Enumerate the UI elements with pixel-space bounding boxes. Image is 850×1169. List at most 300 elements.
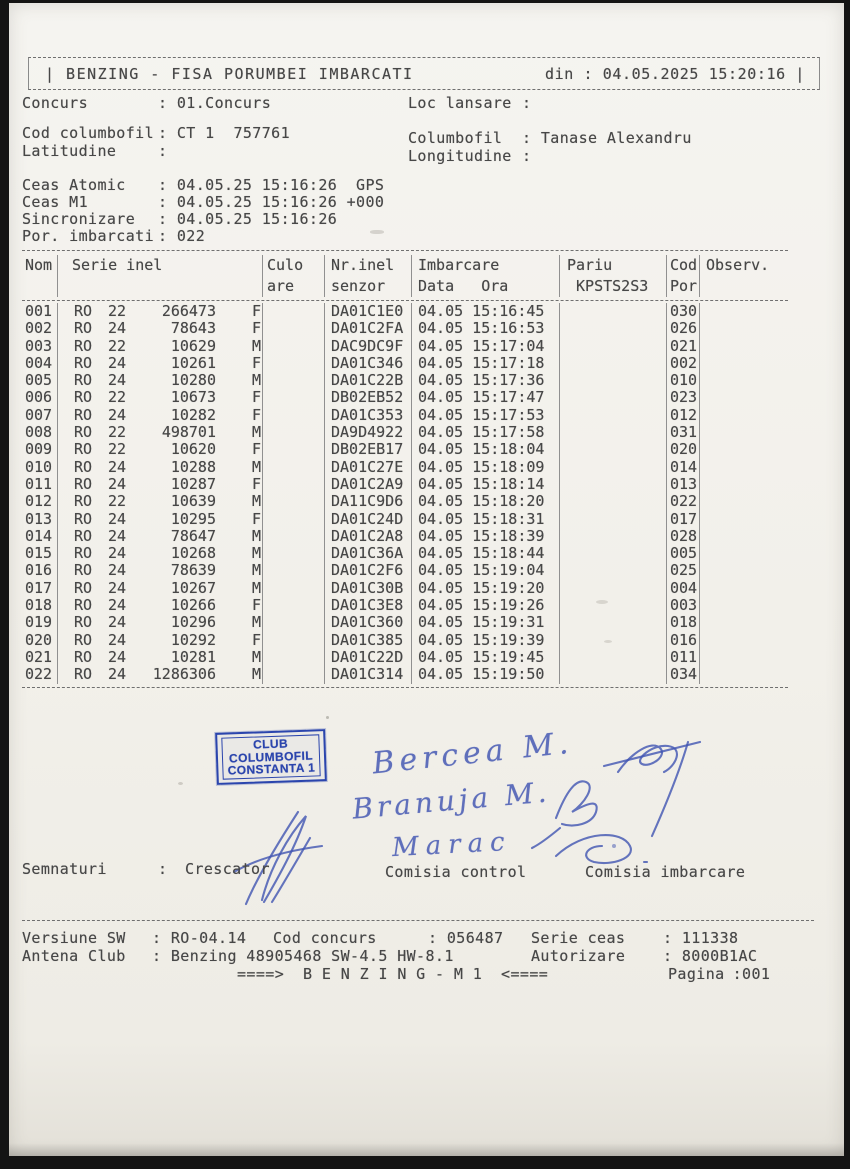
cell-culoare — [263, 320, 325, 337]
ring-year: 24 — [108, 458, 127, 476]
ring-year: 22 — [108, 389, 127, 407]
table-row — [22, 649, 788, 666]
scan-speck — [326, 716, 329, 719]
cell-cod-por: 023 — [667, 389, 700, 406]
crescator-label: Crescator — [185, 860, 270, 878]
cell-nom: 017 — [22, 580, 58, 597]
pagina-row — [668, 965, 770, 983]
concurs-row — [22, 94, 271, 112]
cell-serie-inel — [58, 338, 263, 355]
cell-observ — [700, 528, 788, 545]
cell-imbarcare: 04.05 15:16:53 — [412, 320, 560, 337]
pigeon-sex: M — [252, 372, 262, 390]
col-header-nom: Nom — [22, 255, 58, 276]
col-header-observ: Observ. — [706, 256, 770, 274]
columbofil-label: Columbofil — [408, 129, 503, 147]
cell-pariu — [560, 459, 667, 476]
pigeon-sex: F — [252, 406, 262, 424]
footer-divider — [22, 920, 814, 921]
pigeon-sex: M — [252, 493, 262, 511]
cell-imbarcare: 04.05 15:19:31 — [412, 614, 560, 631]
ring-year: 24 — [108, 614, 127, 632]
semnaturi-row — [22, 860, 167, 878]
cell-senzor: DA01C346 — [325, 355, 412, 372]
club-stamp-text — [221, 734, 320, 779]
longitudine-row — [408, 147, 531, 165]
cell-imbarcare: 04.05 15:17:04 — [412, 338, 560, 355]
cell-senzor: DA01C3E8 — [325, 597, 412, 614]
cell-cod-por: 014 — [667, 459, 700, 476]
cell-nom: 022 — [22, 666, 58, 683]
handwritten-name-2: Branuja M. — [350, 775, 552, 826]
cell-serie-inel — [58, 597, 263, 614]
ring-country: RO — [74, 406, 93, 424]
table-row — [22, 476, 788, 493]
table-row — [22, 459, 788, 476]
pigeon-sex: M — [252, 527, 262, 545]
cell-nom: 013 — [22, 511, 58, 528]
cell-senzor: DB02EB52 — [325, 389, 412, 406]
cell-observ — [700, 355, 788, 372]
cell-cod-por: 021 — [667, 338, 700, 355]
ring-year: 24 — [108, 597, 127, 615]
cod-columbofil-label: Cod columbofil — [22, 124, 155, 142]
ring-country: RO — [74, 579, 93, 597]
col-header-serie-2 — [58, 276, 263, 297]
sincronizare-row — [22, 210, 337, 228]
ring-country: RO — [74, 337, 93, 355]
cell-imbarcare: 04.05 15:18:04 — [412, 441, 560, 458]
ring-number: 10282 — [170, 406, 216, 424]
table-row — [22, 666, 788, 683]
table-row — [22, 407, 788, 424]
cell-pariu — [560, 666, 667, 683]
scan-smudge — [370, 230, 384, 234]
pigeon-sex: F — [252, 441, 262, 459]
pigeon-table-header — [22, 251, 788, 301]
cell-pariu — [560, 303, 667, 320]
col-header-serie-inel: Serie inel — [58, 255, 263, 276]
cell-imbarcare: 04.05 15:17:18 — [412, 355, 560, 372]
ink-dot — [612, 844, 616, 848]
cell-culoare — [263, 545, 325, 562]
cell-serie-inel — [58, 441, 263, 458]
cell-pariu — [560, 580, 667, 597]
handwritten-name-1: Bercea M. — [370, 725, 575, 782]
ring-number: 10295 — [170, 510, 216, 528]
table-row — [22, 441, 788, 458]
cell-observ — [700, 338, 788, 355]
cell-cod-por: 025 — [667, 562, 700, 579]
ring-country: RO — [74, 666, 93, 684]
cod-concurs-value: : 056487 — [428, 929, 504, 947]
cell-senzor: DA01C2F6 — [325, 562, 412, 579]
cell-culoare — [263, 597, 325, 614]
cell-pariu — [560, 424, 667, 441]
stamp-line3: CONSTANTA 1 — [227, 760, 316, 778]
cell-senzor: DB02EB17 — [325, 441, 412, 458]
cell-serie-inel — [58, 372, 263, 389]
cod-concurs-label: Cod concurs — [273, 929, 377, 947]
cell-imbarcare: 04.05 15:17:53 — [412, 407, 560, 424]
ceas-atomic-label: Ceas Atomic — [22, 176, 126, 194]
cell-serie-inel — [58, 476, 263, 493]
ring-year: 24 — [108, 475, 127, 493]
col-header-cod: Cod — [667, 255, 700, 276]
cell-cod-por: 030 — [667, 303, 700, 320]
cell-nom: 007 — [22, 407, 58, 424]
versiune-sw-value: : RO-04.14 — [152, 929, 247, 947]
cell-culoare — [263, 476, 325, 493]
ring-country: RO — [74, 372, 93, 390]
ring-number: 10620 — [170, 441, 216, 459]
ring-year: 24 — [108, 648, 127, 666]
ring-country: RO — [74, 597, 93, 615]
loc-lansare-value: : — [522, 94, 532, 112]
cell-observ — [700, 459, 788, 476]
ring-number: 10629 — [170, 337, 216, 355]
ring-year: 24 — [108, 527, 127, 545]
printed-datetime: din : 04.05.2025 15:20:16 | — [544, 64, 805, 83]
cell-serie-inel — [58, 666, 263, 683]
pigeon-sex: M — [252, 337, 262, 355]
col-header-observ-2 — [700, 276, 788, 297]
autorizare-value: : 8000B1AC — [663, 947, 758, 965]
ring-year: 24 — [108, 406, 127, 424]
cell-observ — [700, 580, 788, 597]
ring-year: 22 — [108, 441, 127, 459]
latitudine-label: Latitudine — [22, 142, 117, 160]
cell-observ — [700, 666, 788, 683]
col-header-kpsts2s3: KPSTS2S3 — [560, 276, 667, 297]
longitudine-value: : — [522, 147, 532, 165]
cell-imbarcare: 04.05 15:18:39 — [412, 528, 560, 545]
cell-imbarcare: 04.05 15:18:31 — [412, 511, 560, 528]
ceas-atomic-value: : 04.05.25 15:16:26 GPS — [158, 176, 385, 194]
ring-country: RO — [74, 320, 93, 338]
col-header-culoare: Culo — [263, 255, 325, 276]
pigeon-sex: F — [252, 389, 262, 407]
ring-number: 10287 — [170, 475, 216, 493]
cell-pariu — [560, 614, 667, 631]
latitudine-value: : — [158, 142, 168, 160]
cell-cod-por: 002 — [667, 355, 700, 372]
cell-pariu — [560, 372, 667, 389]
cell-cod-por: 010 — [667, 372, 700, 389]
ring-number: 10280 — [170, 372, 216, 390]
cell-imbarcare: 04.05 15:19:50 — [412, 666, 560, 683]
sincronizare-value: : 04.05.25 15:16:26 — [158, 210, 338, 228]
cell-nom: 003 — [22, 338, 58, 355]
pigeon-sex: F — [252, 510, 262, 528]
cell-nom: 018 — [22, 597, 58, 614]
cell-observ — [700, 597, 788, 614]
ring-year: 22 — [108, 303, 127, 320]
cell-cod-por: 012 — [667, 407, 700, 424]
pigeon-sex: M — [252, 666, 262, 684]
cell-nom: 016 — [22, 562, 58, 579]
ring-number: 498701 — [161, 424, 216, 442]
serie-ceas-value: : 111338 — [663, 929, 739, 947]
cell-senzor: DA9D4922 — [325, 424, 412, 441]
document-header-box — [28, 57, 820, 90]
comisia-control-label: Comisia control — [385, 863, 527, 881]
table-row — [22, 372, 788, 389]
ring-country: RO — [74, 527, 93, 545]
cell-serie-inel — [58, 649, 263, 666]
por-imbarcati-label: Por. imbarcati — [22, 227, 155, 245]
cell-cod-por: 005 — [667, 545, 700, 562]
antena-club-value: : Benzing 48905468 SW-4.5 HW-8.1 — [152, 947, 454, 965]
cell-culoare — [263, 407, 325, 424]
scan-speck — [178, 782, 183, 785]
cell-observ — [700, 424, 788, 441]
cell-nom: 001 — [22, 303, 58, 320]
cod-columbofil-row — [22, 124, 290, 142]
cell-pariu — [560, 632, 667, 649]
cell-nom: 008 — [22, 424, 58, 441]
cell-senzor: DA11C9D6 — [325, 493, 412, 510]
cell-pariu — [560, 355, 667, 372]
cell-cod-por: 011 — [667, 649, 700, 666]
loc-lansare-label: Loc lansare — [408, 94, 512, 112]
table-row — [22, 597, 788, 614]
ring-country: RO — [74, 458, 93, 476]
cell-culoare — [263, 666, 325, 683]
cell-observ — [700, 511, 788, 528]
cell-pariu — [560, 528, 667, 545]
cell-culoare — [263, 632, 325, 649]
cell-senzor: DA01C24D — [325, 511, 412, 528]
cell-imbarcare: 04.05 15:18:14 — [412, 476, 560, 493]
pigeon-sex: F — [252, 631, 262, 649]
cell-senzor: DA01C36A — [325, 545, 412, 562]
autorizare-label: Autorizare — [531, 947, 626, 965]
cell-serie-inel — [58, 407, 263, 424]
cell-culoare — [263, 338, 325, 355]
cell-nom: 002 — [22, 320, 58, 337]
cell-pariu — [560, 338, 667, 355]
cell-senzor: DA01C353 — [325, 407, 412, 424]
ring-country: RO — [74, 614, 93, 632]
ring-country: RO — [74, 441, 93, 459]
ceas-m1-row — [22, 193, 384, 211]
cell-senzor: DA01C360 — [325, 614, 412, 631]
ring-year: 24 — [108, 354, 127, 372]
cell-pariu — [560, 320, 667, 337]
cell-serie-inel — [58, 580, 263, 597]
cell-senzor: DA01C27E — [325, 459, 412, 476]
col-header-imbarcare: Imbarcare — [412, 255, 560, 276]
cell-imbarcare: 04.05 15:19:39 — [412, 632, 560, 649]
stamp-line1: CLUB — [252, 736, 289, 752]
longitudine-label: Longitudine — [408, 147, 512, 165]
cell-culoare — [263, 441, 325, 458]
pigeon-sex: F — [252, 320, 262, 338]
ring-country: RO — [74, 648, 93, 666]
table-row — [22, 355, 788, 372]
cell-senzor: DA01C22B — [325, 372, 412, 389]
col-header-nom-2 — [22, 276, 58, 297]
cell-culoare — [263, 511, 325, 528]
cell-cod-por: 017 — [667, 511, 700, 528]
cell-serie-inel — [58, 303, 263, 320]
table-row — [22, 511, 788, 528]
cell-imbarcare: 04.05 15:19:20 — [412, 580, 560, 597]
cell-pariu — [560, 597, 667, 614]
cell-nom: 009 — [22, 441, 58, 458]
cell-pariu — [560, 511, 667, 528]
ring-number: 78639 — [170, 562, 216, 580]
scan-smudge — [596, 600, 608, 604]
cell-nom: 010 — [22, 459, 58, 476]
cell-senzor: DA01C22D — [325, 649, 412, 666]
col-header-culoare-2: are — [263, 276, 325, 297]
ring-year: 24 — [108, 545, 127, 563]
pigeon-sex: M — [252, 579, 262, 597]
cell-serie-inel — [58, 493, 263, 510]
cell-cod-por: 022 — [667, 493, 700, 510]
cell-culoare — [263, 372, 325, 389]
cell-senzor: DA01C30B — [325, 580, 412, 597]
cell-imbarcare: 04.05 15:18:44 — [412, 545, 560, 562]
pigeon-sex: M — [252, 545, 262, 563]
cell-imbarcare: 04.05 15:18:09 — [412, 459, 560, 476]
cell-culoare — [263, 355, 325, 372]
ceas-atomic-row — [22, 176, 384, 194]
cell-culoare — [263, 614, 325, 631]
benzing-m1-line: ====> B E N Z I N G - M 1 <==== — [237, 965, 549, 983]
cell-nom: 020 — [22, 632, 58, 649]
col-header-pariu: Pariu — [560, 255, 667, 276]
pagina-label: Pagina — [668, 965, 725, 983]
cell-senzor: DAC9DC9F — [325, 338, 412, 355]
cell-cod-por: 026 — [667, 320, 700, 337]
ring-country: RO — [74, 562, 93, 580]
ceas-m1-label: Ceas M1 — [22, 193, 89, 211]
por-imbarcati-value: : 022 — [158, 227, 206, 245]
serie-ceas-label: Serie ceas — [531, 929, 626, 947]
stamp-line2: COLUMBOFIL — [228, 748, 314, 766]
cell-imbarcare: 04.05 15:19:26 — [412, 597, 560, 614]
ring-number: 78643 — [170, 320, 216, 338]
cell-serie-inel — [58, 614, 263, 631]
cell-serie-inel — [58, 424, 263, 441]
cell-pariu — [560, 493, 667, 510]
col-header-nr-inel-senzor: Nr.inel — [325, 255, 412, 276]
pigeon-table-body — [22, 301, 788, 688]
table-row — [22, 562, 788, 579]
col-header-senzor-2: senzor — [325, 276, 412, 297]
cell-pariu — [560, 545, 667, 562]
table-row — [22, 528, 788, 545]
col-header-data-ora: Data Ora — [412, 276, 560, 297]
columbofil-value: : Tanase Alexandru — [522, 129, 692, 147]
ring-year: 24 — [108, 562, 127, 580]
cell-observ — [700, 407, 788, 424]
latitudine-row — [22, 142, 167, 160]
cell-observ — [700, 632, 788, 649]
cell-pariu — [560, 389, 667, 406]
cell-senzor: DA01C2FA — [325, 320, 412, 337]
pigeon-table — [22, 250, 788, 688]
cell-nom: 019 — [22, 614, 58, 631]
pigeon-sex: M — [252, 424, 262, 442]
semnaturi-colon: : — [158, 860, 168, 878]
versiune-sw-label: Versiune SW — [22, 929, 126, 947]
ring-year: 24 — [108, 372, 127, 390]
ceas-m1-value: : 04.05.25 15:16:26 +000 — [158, 193, 385, 211]
sincronizare-label: Sincronizare — [22, 210, 136, 228]
ring-country: RO — [74, 631, 93, 649]
ring-number: 10266 — [170, 597, 216, 615]
cell-serie-inel — [58, 632, 263, 649]
pigeon-sex: F — [252, 354, 262, 372]
cell-imbarcare: 04.05 15:17:36 — [412, 372, 560, 389]
scan-smudge — [604, 640, 612, 643]
club-stamp — [215, 729, 327, 785]
ring-country: RO — [74, 354, 93, 372]
ring-number: 266473 — [161, 303, 216, 320]
pigeon-sex: F — [252, 303, 262, 320]
ring-country: RO — [74, 493, 93, 511]
cell-observ — [700, 303, 788, 320]
cell-serie-inel — [58, 562, 263, 579]
columbofil-row — [408, 129, 692, 147]
ring-number: 78647 — [170, 527, 216, 545]
cell-observ — [700, 476, 788, 493]
table-row — [22, 632, 788, 649]
cell-nom: 015 — [22, 545, 58, 562]
ring-country: RO — [74, 389, 93, 407]
cell-culoare — [263, 528, 325, 545]
ring-year: 22 — [108, 424, 127, 442]
cell-pariu — [560, 441, 667, 458]
comisia-imbarcare-label: Comisia imbarcare — [585, 863, 746, 881]
cell-nom: 021 — [22, 649, 58, 666]
cell-observ — [700, 389, 788, 406]
scan-bottom-shadow — [0, 1143, 850, 1169]
ring-country: RO — [74, 303, 93, 320]
ring-number: 10296 — [170, 614, 216, 632]
cell-serie-inel — [58, 389, 263, 406]
cell-imbarcare: 04.05 15:17:58 — [412, 424, 560, 441]
table-row — [22, 338, 788, 355]
concurs-label: Concurs — [22, 94, 89, 112]
por-imbarcati-row — [22, 227, 205, 245]
cell-pariu — [560, 407, 667, 424]
cell-cod-por: 003 — [667, 597, 700, 614]
cell-cod-por: 020 — [667, 441, 700, 458]
ring-number: 10267 — [170, 579, 216, 597]
cell-nom: 011 — [22, 476, 58, 493]
ring-year: 24 — [108, 666, 127, 684]
cell-serie-inel — [58, 511, 263, 528]
table-row — [22, 320, 788, 337]
cell-serie-inel — [58, 545, 263, 562]
antena-club-label: Antena Club — [22, 947, 126, 965]
cell-cod-por: 016 — [667, 632, 700, 649]
ring-country: RO — [74, 510, 93, 528]
ring-year: 22 — [108, 337, 127, 355]
col-header-por: Por — [667, 276, 700, 297]
pigeon-sex: M — [252, 562, 262, 580]
ring-number: 1286306 — [152, 666, 216, 684]
pagina-value: :001 — [732, 965, 771, 983]
pigeon-sex: M — [252, 614, 262, 632]
ring-number: 10268 — [170, 545, 216, 563]
cell-observ — [700, 614, 788, 631]
